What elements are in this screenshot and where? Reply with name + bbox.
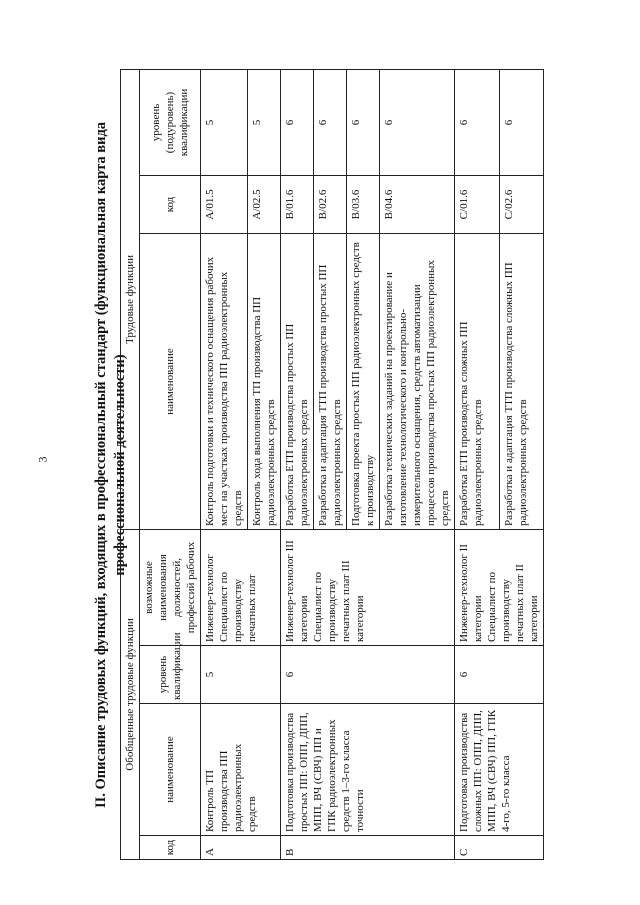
position-name: Инженер-технолог II категории	[458, 544, 484, 642]
positions-cell	[455, 529, 544, 645]
func-code-cell: A/01.5	[201, 175, 248, 233]
table-row	[201, 69, 248, 859]
func-level-cell: 6	[314, 69, 347, 175]
table-row	[281, 69, 314, 859]
positions-cell	[201, 529, 281, 645]
func-code-cell: B/02.6	[314, 175, 347, 233]
generalized-functions-header: Обобщенные трудовые функции	[121, 529, 140, 859]
func-name-cell: Разработка ЕТП производства простых ПП радиоэлектронных средств	[281, 233, 314, 529]
func-level-cell: 6	[281, 69, 314, 175]
gen-func-name-cell: Контроль ТП производства ПП радиоэлектронных средств	[201, 704, 281, 836]
position-name: Инженер-технолог III категории	[284, 540, 310, 642]
func-level-cell: 5	[248, 69, 281, 175]
labor-functions-header: Трудовые функции	[121, 69, 140, 529]
func-code-cell: B/03.6	[347, 175, 380, 233]
gen-func-code-cell: A	[201, 836, 281, 860]
func-code-cell: A/02.5	[248, 175, 281, 233]
position-name: Инженер-технолог	[204, 554, 216, 642]
functional-map-table	[120, 69, 544, 860]
gen-func-level-cell: 6	[281, 646, 455, 704]
gen-func-name-cell: Подготовка производства простых ПП: ОПП, ДПП, МПП, ВЧ (СВЧ) ПП и ГПК радиоэлектронных средств 1–3-го класса точности	[281, 704, 455, 836]
section-title: II. Описание трудовых функций, входящих в профессиональный стандарт (функциональная карта вида профессиональной деятельности)	[93, 121, 128, 809]
position-name: Специалист по производству печатных плат III категории	[312, 560, 366, 642]
col-code-header: код	[140, 836, 201, 860]
col-name-header: наименование	[140, 704, 201, 836]
func-level-cell: 6	[380, 69, 455, 175]
col-func-code-header: код	[140, 175, 201, 233]
func-name-cell: Контроль подготовки и технического оснащения рабочих мест на участках производства ПП радиоэлектронных средств	[201, 233, 248, 529]
func-level-cell: 6	[347, 69, 380, 175]
func-name-cell: Разработка технических заданий на проектирование и изготовление технологического и контрольно-измерительного оснащения, средств автоматизации процессов производства простых ПП радиоэлектронных средств	[380, 233, 455, 529]
gen-func-level-cell: 6	[455, 646, 544, 704]
col-func-level-header: уровень (подуровень) квалификации	[140, 69, 201, 175]
gen-func-code-cell: C	[455, 836, 544, 860]
func-code-cell: B/04.6	[380, 175, 455, 233]
position-name: Специалист по производству печатных плат	[218, 571, 258, 642]
func-level-cell: 5	[201, 69, 248, 175]
func-name-cell: Контроль хода выполнения ТП производства ПП радиоэлектронных средств	[248, 233, 281, 529]
page-number: 3	[35, 456, 50, 463]
col-level-header: уровень квалификации	[140, 646, 201, 704]
gen-func-name-cell: Подготовка производства сложных ПП: ОПП, ДПП, МПП, ВЧ (СВЧ) ПП, ГПК 4-го, 5-го класса	[455, 704, 544, 836]
position-name: Специалист по производству печатных плат II категории	[486, 564, 540, 642]
gen-func-level-cell: 5	[201, 646, 281, 704]
func-code-cell: C/01.6	[455, 175, 500, 233]
func-level-cell: 6	[499, 69, 544, 175]
func-code-cell: C/02.6	[499, 175, 544, 233]
func-code-cell: B/01.6	[281, 175, 314, 233]
positions-cell	[281, 529, 455, 645]
func-name-cell: Разработка ЕТП производства сложных ПП радиоэлектронных средств	[455, 233, 500, 529]
gen-func-code-cell: B	[281, 836, 455, 860]
col-positions-header: возможные наименования должностей, профессий рабочих	[140, 529, 201, 645]
func-name-cell: Разработка и адаптация ТТП производства сложных ПП радиоэлектронных средств	[499, 233, 544, 529]
table-row	[455, 69, 500, 859]
func-name-cell: Подготовка проекта простых ПП радиоэлектронных средств к производству	[347, 233, 380, 529]
func-level-cell: 6	[455, 69, 500, 175]
col-func-name-header: наименование	[140, 233, 201, 529]
func-name-cell: Разработка и адаптация ТТП производства простых ПП радиоэлектронных средств	[314, 233, 347, 529]
